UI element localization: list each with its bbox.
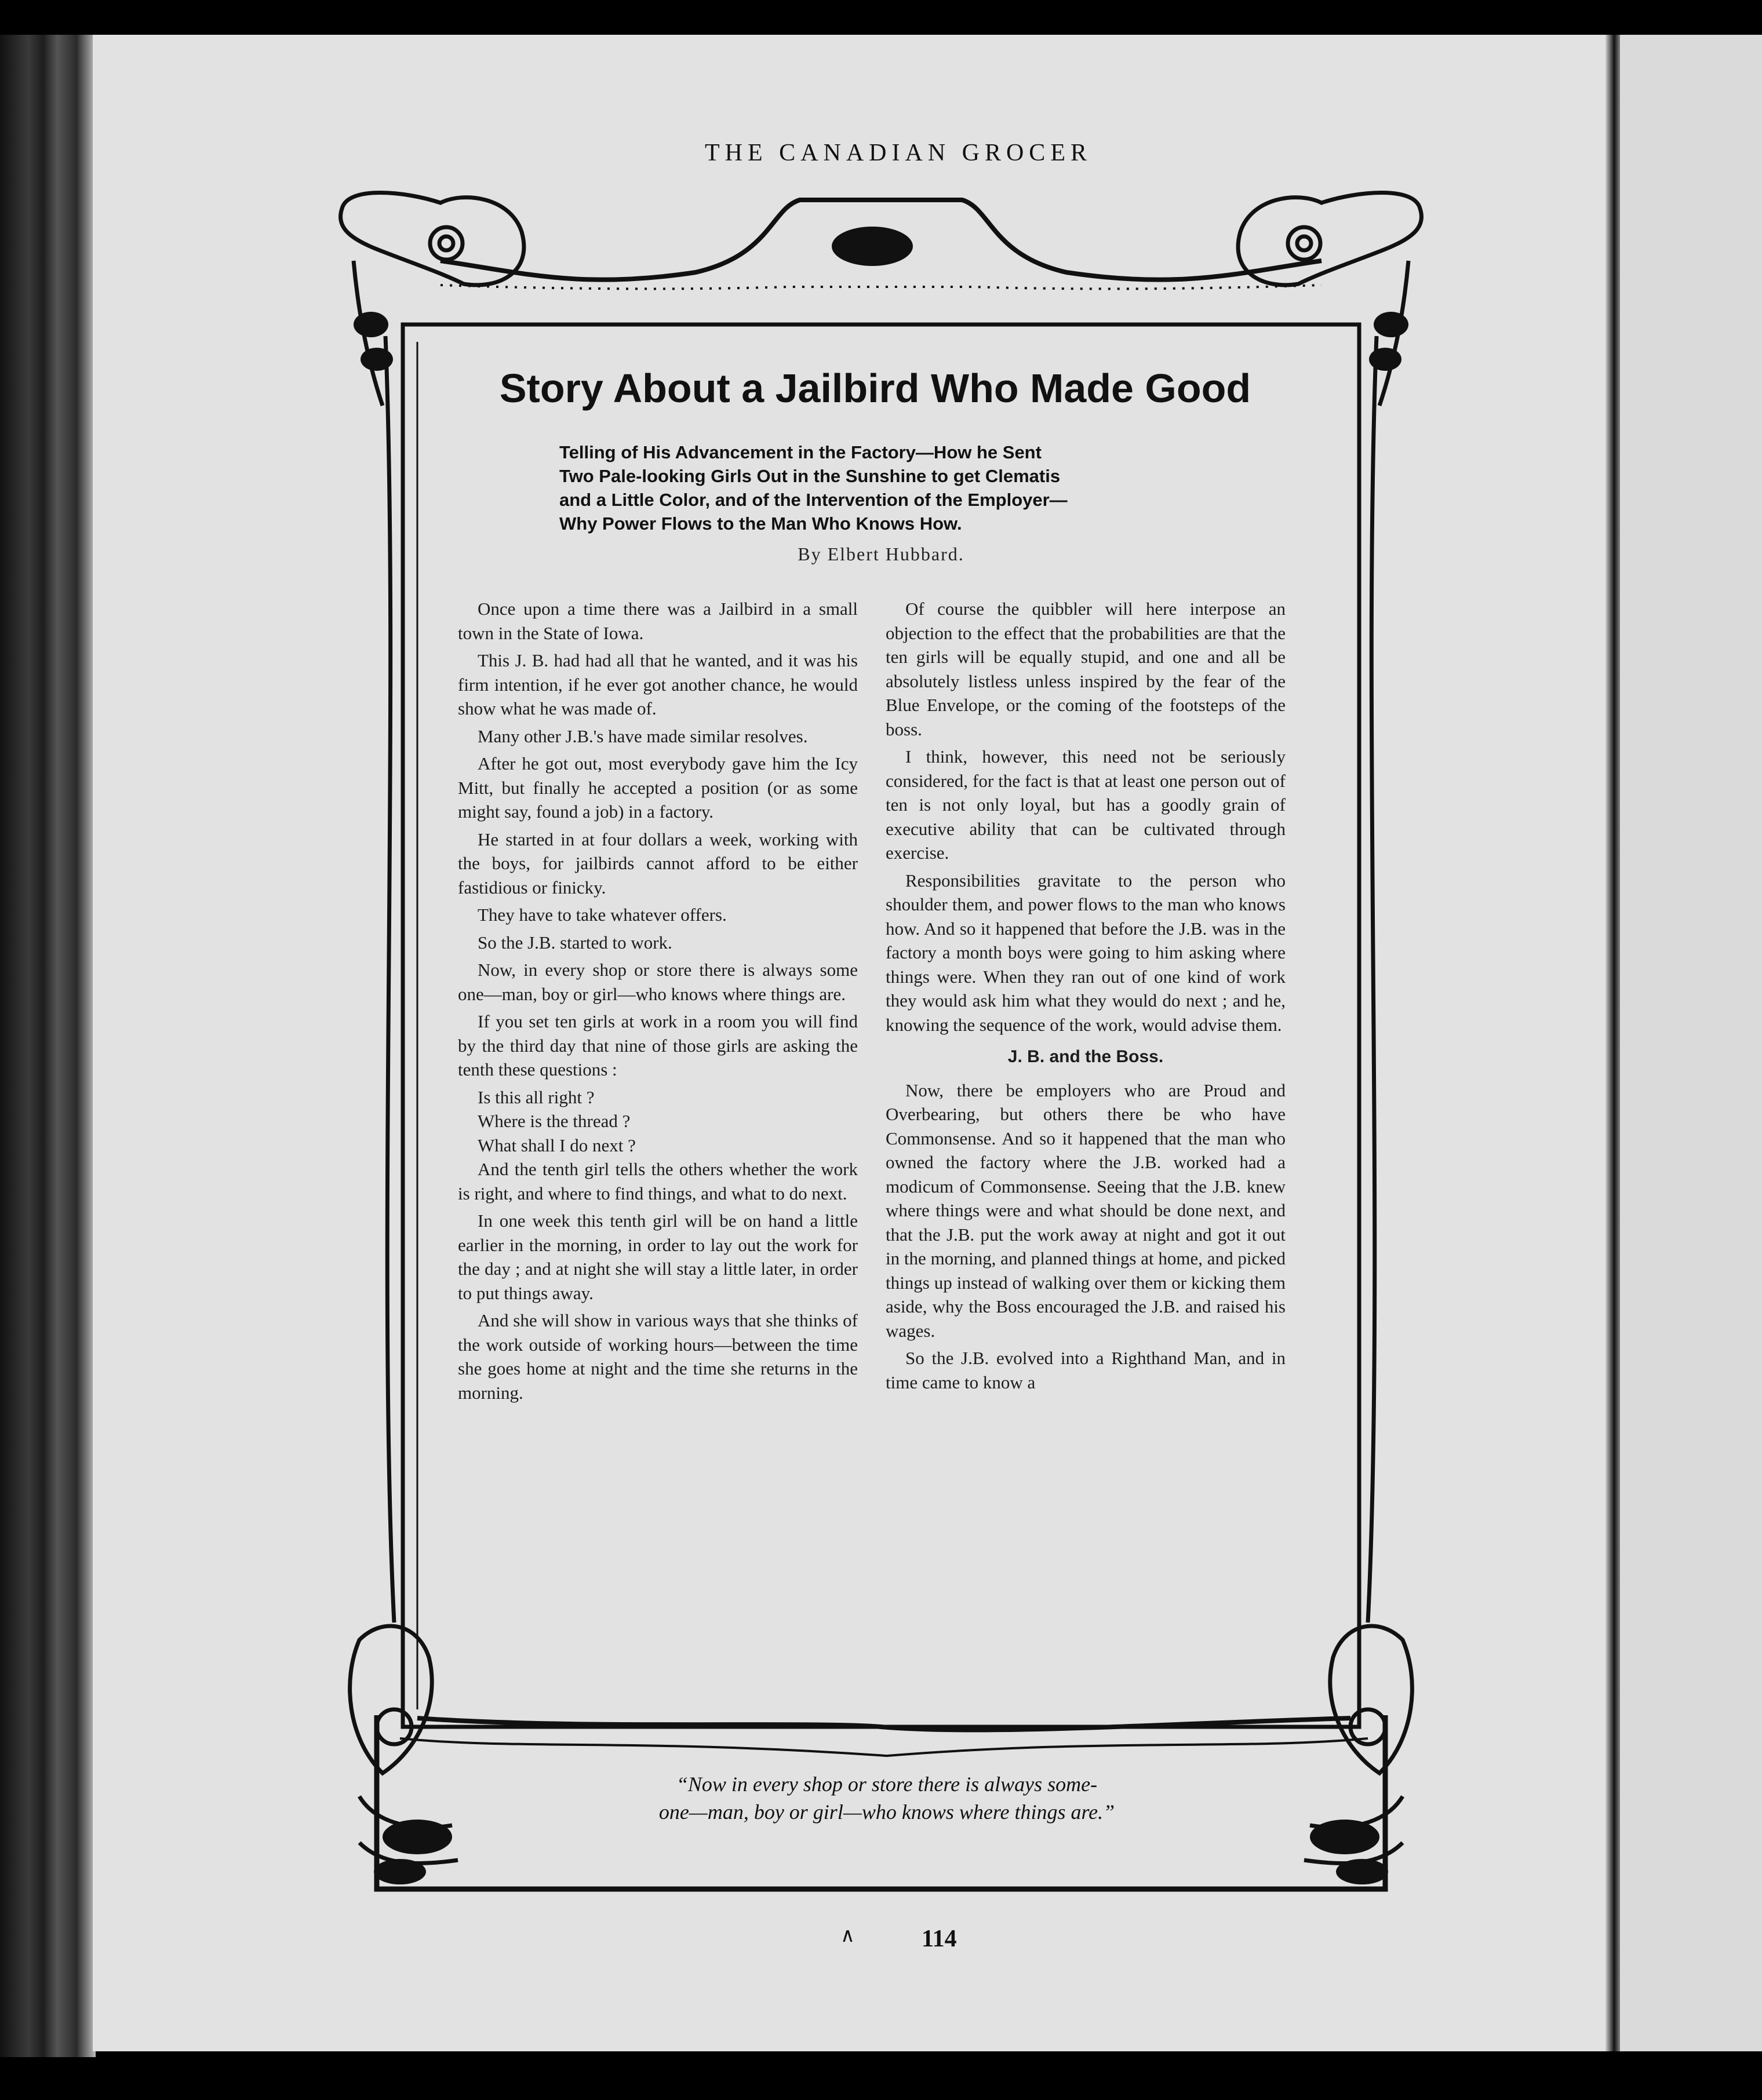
paragraph: Now, there be employers who are Proud and Overbearing, but others there be who have Commonsense. And so it happened that the man who owned the factory where the J.B. worked had a modicum of Commonsense. Seeing that the J.B. knew where things were and what should be done next, and that the J.B. put the work away at night and got it out in the morning, and planned things at home, and picked things up instead of walking over them or kicking them aside, why the Boss encouraged the J.B. and raised his wages. — [886, 1080, 1286, 1341]
frame-bottom-curl — [400, 1738, 1368, 1756]
frame-top-dots — [440, 285, 1322, 289]
question-line: Is this all right ? — [478, 1087, 595, 1107]
pull-quote-line: “Now in every shop or store there is always some- — [676, 1773, 1098, 1796]
scallop-br-2 — [1336, 1859, 1388, 1884]
column-left — [458, 597, 858, 1408]
byline: By Elbert Hubbard. — [798, 544, 964, 564]
scallop-tl-1 — [354, 312, 388, 337]
pull-quote — [568, 1770, 1206, 1826]
folio-ornament: ∧ — [840, 1925, 855, 1946]
running-head: THE CANADIAN GROCER — [705, 140, 1092, 166]
article-title: Story About a Jailbird Who Made Good — [499, 366, 1251, 411]
scallop-br-1 — [1310, 1820, 1379, 1854]
question-line: Where is the thread ? — [478, 1111, 631, 1131]
question-line: What shall I do next ? — [478, 1135, 636, 1155]
scallop-bl-2 — [374, 1859, 426, 1884]
deck-line: Why Power Flows to the Man Who Knows How. — [559, 513, 962, 534]
frame-stem-left — [385, 336, 394, 1623]
paragraph: Now, in every shop or store there is always some one—man, boy or girl—who knows where things are. — [458, 960, 858, 1004]
paragraph: I think, however, this need not be seriously considered, for the fact is that at least one person out of ten is not only loyal, but has a goodly grain of executive ability that can be cultivated through exercise. — [886, 746, 1286, 863]
scallop-bl-1 — [383, 1820, 452, 1854]
paragraph: He started in at four dollars a week, working with the boys, for jailbirds cannot afford to be either fastidious or finicky. — [458, 829, 858, 898]
paragraph: If you set ten girls at work in a room you will find by the third day that nine of those girls are asking the tenth these questions : — [458, 1011, 858, 1080]
section-subhead: J. B. and the Boss. — [1007, 1047, 1164, 1066]
scallop-tr-2 — [1369, 348, 1401, 371]
paragraph: So the J.B. started to work. — [478, 932, 672, 953]
paragraph: And the tenth girl tells the others whether the work is right, and where to find things, and what to do next. — [458, 1159, 858, 1204]
paragraph: Responsibilities gravitate to the person who shoulder them, and power flows to the man who knows how. And so it happened that before the J.B. was in the factory a month boys were going to him asking where things were. When they ran out of one kind of work they would ask him what they would do next ; and he, knowing the sequence of the work, would advise them. — [886, 870, 1286, 1035]
paragraph: They have to take whatever offers. — [478, 905, 727, 925]
ornament-top-center-swirl — [832, 227, 913, 266]
paragraph: In one week this tenth girl will be on hand a little earlier in the morning, in order to lay out the work for the day ; and at night she will stay a little later, in order to put things away. — [458, 1211, 858, 1303]
pull-quote-line: one—man, boy or girl—who knows where things are.” — [658, 1800, 1115, 1824]
deck-line: and a Little Color, and of the Intervention of the Employer— — [559, 490, 1068, 510]
page-number: 114 — [922, 1926, 957, 1952]
deck-line: Telling of His Advancement in the Factory—How he Sent — [559, 442, 1042, 462]
deck-line: Two Pale-looking Girls Out in the Sunshine to get Clematis — [559, 466, 1061, 486]
paragraph: Many other J.B.'s have made similar resolves. — [478, 725, 808, 746]
column-right — [886, 597, 1286, 1398]
paragraph: After he got out, most everybody gave him the Icy Mitt, but finally he accepted a position (or as some might say, found a job) in a factory. — [458, 753, 858, 822]
paragraph: And she will show in various ways that she thinks of the work outside of working hours—between the time she goes home at night and the time she returns in the morning. — [458, 1310, 858, 1403]
paragraph: This J. B. had had all that he wanted, and it was his firm intention, if he ever got another chance, he would show what he was made of. — [458, 650, 858, 719]
paragraph: So the J.B. evolved into a Righthand Man, and in time came to know a — [886, 1348, 1286, 1392]
article-deck — [559, 440, 1208, 535]
paragraph: Of course the quibbler will here interpose an objection to the effect that the probabilities are that the ten girls will be equally stupid, and one and all be absolutely listless unless inspired by the fear of the Blue Envelope, or the coming of the footsteps of the boss. — [886, 599, 1286, 739]
scallop-tl-2 — [361, 348, 393, 371]
scallop-tr-1 — [1374, 312, 1408, 337]
frame-stem-right — [1368, 336, 1377, 1623]
paragraph: Once upon a time there was a Jailbird in a small town in the State of Iowa. — [458, 599, 858, 643]
